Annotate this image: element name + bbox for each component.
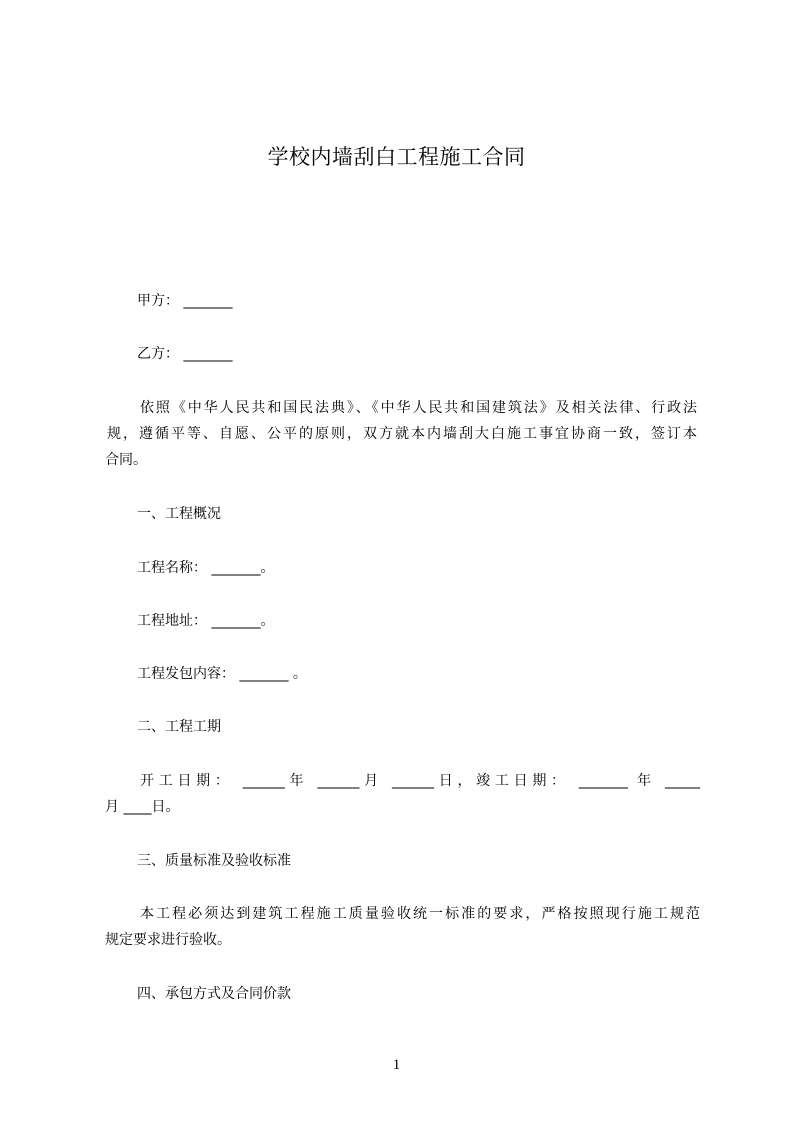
dates-line-1: 开工日期： ______年 ______月 ______日，竣工日期： _______ 年 _____ [140, 773, 700, 789]
party-a-line: 甲方： _______ [137, 293, 233, 309]
quality-line-1: 本工程必须达到建筑工程施工质量验收统一标准的要求，严格按照现行施工规范 [140, 906, 700, 922]
intro-line-1: 依照《中华人民共和国民法典》、《中华人民共和国建筑法》及相关法律、行政法 [140, 400, 697, 416]
section-4-heading: 四、承包方式及合同价款 [137, 986, 291, 1002]
quality-line-2: 规定要求进行验收。 [105, 932, 231, 948]
intro-line-3: 合同。 [105, 452, 147, 468]
section-3-heading: 三、质量标准及验收标准 [137, 853, 291, 869]
contract-content-line: 工程发包内容： _______ 。 [137, 666, 307, 682]
intro-line-2: 规，遵循平等、自愿、公平的原则，双方就本内墙刮大白施工事宜协商一致，签订本 [107, 426, 697, 442]
page-number: 1 [392, 1057, 401, 1073]
document-title: 学校内墙刮白工程施工合同 [267, 145, 526, 169]
section-1-heading: 一、工程概况 [137, 506, 221, 522]
dates-line-2: 月 ____日。 [105, 799, 180, 815]
section-2-heading: 二、工程工期 [137, 719, 221, 735]
project-name-line: 工程名称： _______。 [137, 560, 275, 576]
project-address-line: 工程地址： _______。 [137, 613, 275, 629]
party-b-line: 乙方： _______ [137, 346, 233, 362]
